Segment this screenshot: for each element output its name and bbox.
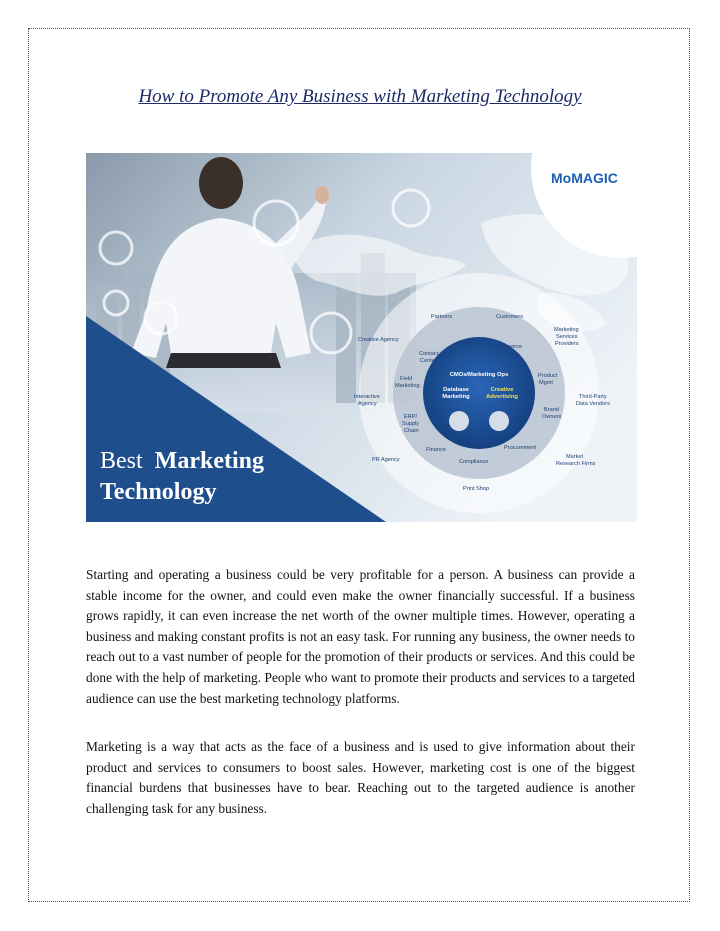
label-brand-2: Owners	[542, 414, 562, 420]
banner-word-best: Best	[100, 448, 143, 474]
body-paragraph-1: Starting and operating a business could be very profitable for a person. A business can provide a stable income for the owner, and could even make the owner financially successful. If a business grows rapidly, it can even increase the net worth of the owner multiple times. However, operating a business and making constant profits is not an easy task. For running any business, the owner needs to reach out to a vast number of people for the promotion of their products or services. And this could be done with the help of marketing. People who want to promote their products and services to a targeted audience can use the best marketing technology platforms.	[86, 567, 635, 706]
hero-image	[86, 153, 637, 522]
label-procurement: Procurement	[504, 445, 537, 451]
banner-word-marketing: Marketing	[154, 448, 264, 474]
label-brand-1: Brand	[544, 407, 559, 413]
marketing-ecosystem-diagram	[359, 273, 599, 513]
label-partners: Partners	[431, 314, 453, 320]
label-core-left-1: Database	[443, 387, 469, 393]
label-ecommerce: E-Commerce	[489, 344, 522, 350]
label-core-right-1: Creative	[490, 387, 514, 393]
label-finance: Finance	[426, 447, 446, 453]
label-pr-agency: PR Agency	[372, 457, 400, 463]
label-interactive-2: Agency	[358, 401, 377, 407]
label-field-2: Marketing	[395, 383, 420, 389]
label-product-1: Product	[538, 373, 558, 379]
label-contact-1: Contact	[419, 351, 439, 357]
creative-icon	[489, 411, 509, 431]
label-sales: Sales	[459, 341, 473, 347]
core-circle	[423, 337, 535, 449]
label-interactive-1: Interactive	[354, 394, 380, 400]
label-print-shop: Print Shop	[463, 486, 490, 492]
label-product-2: Mgmt	[539, 380, 553, 386]
database-icon	[449, 411, 469, 431]
label-field-1: Field	[400, 376, 413, 382]
document-title: How to Promote Any Business with Marketing Technology	[138, 86, 582, 107]
banner-heading-line2: Technology	[100, 479, 217, 505]
label-market-2: Research Firms	[556, 461, 596, 467]
label-third-party-2: Data Vendors	[576, 401, 610, 407]
label-erp-1: ERP/	[404, 414, 418, 420]
label-core-right-2: Advertising	[486, 394, 518, 400]
label-creative-agency: Creative Agency	[358, 337, 399, 343]
label-third-party-1: Third-Party	[579, 394, 607, 400]
momagic-logo: MoMAGIC	[551, 170, 618, 186]
label-contact-2: Center	[420, 358, 437, 364]
label-core-title: CMOs/Marketing Ops	[449, 372, 509, 378]
label-customers: Customers	[496, 314, 524, 320]
label-erp-2: Supply	[402, 421, 420, 427]
label-marketing-services-3: Providers	[555, 341, 579, 347]
label-erp-3: Chain	[404, 428, 419, 434]
body-paragraph-2: Marketing is a way that acts as the face of a business and is used to give information about their product and services to consumers to boost sales. However, marketing cost is one of the biggest financial burdens that businesses have to bear. Reaching out to the targeted audience is another challenging task for any business.	[86, 739, 635, 816]
banner-heading-line1	[100, 448, 264, 474]
label-marketing-services-1: Marketing	[554, 327, 579, 333]
label-compliance: Compliance	[459, 459, 489, 465]
label-core-left-2: Marketing	[442, 394, 470, 400]
label-marketing-services-2: Services	[556, 334, 578, 340]
label-market-1: Market	[566, 454, 584, 460]
